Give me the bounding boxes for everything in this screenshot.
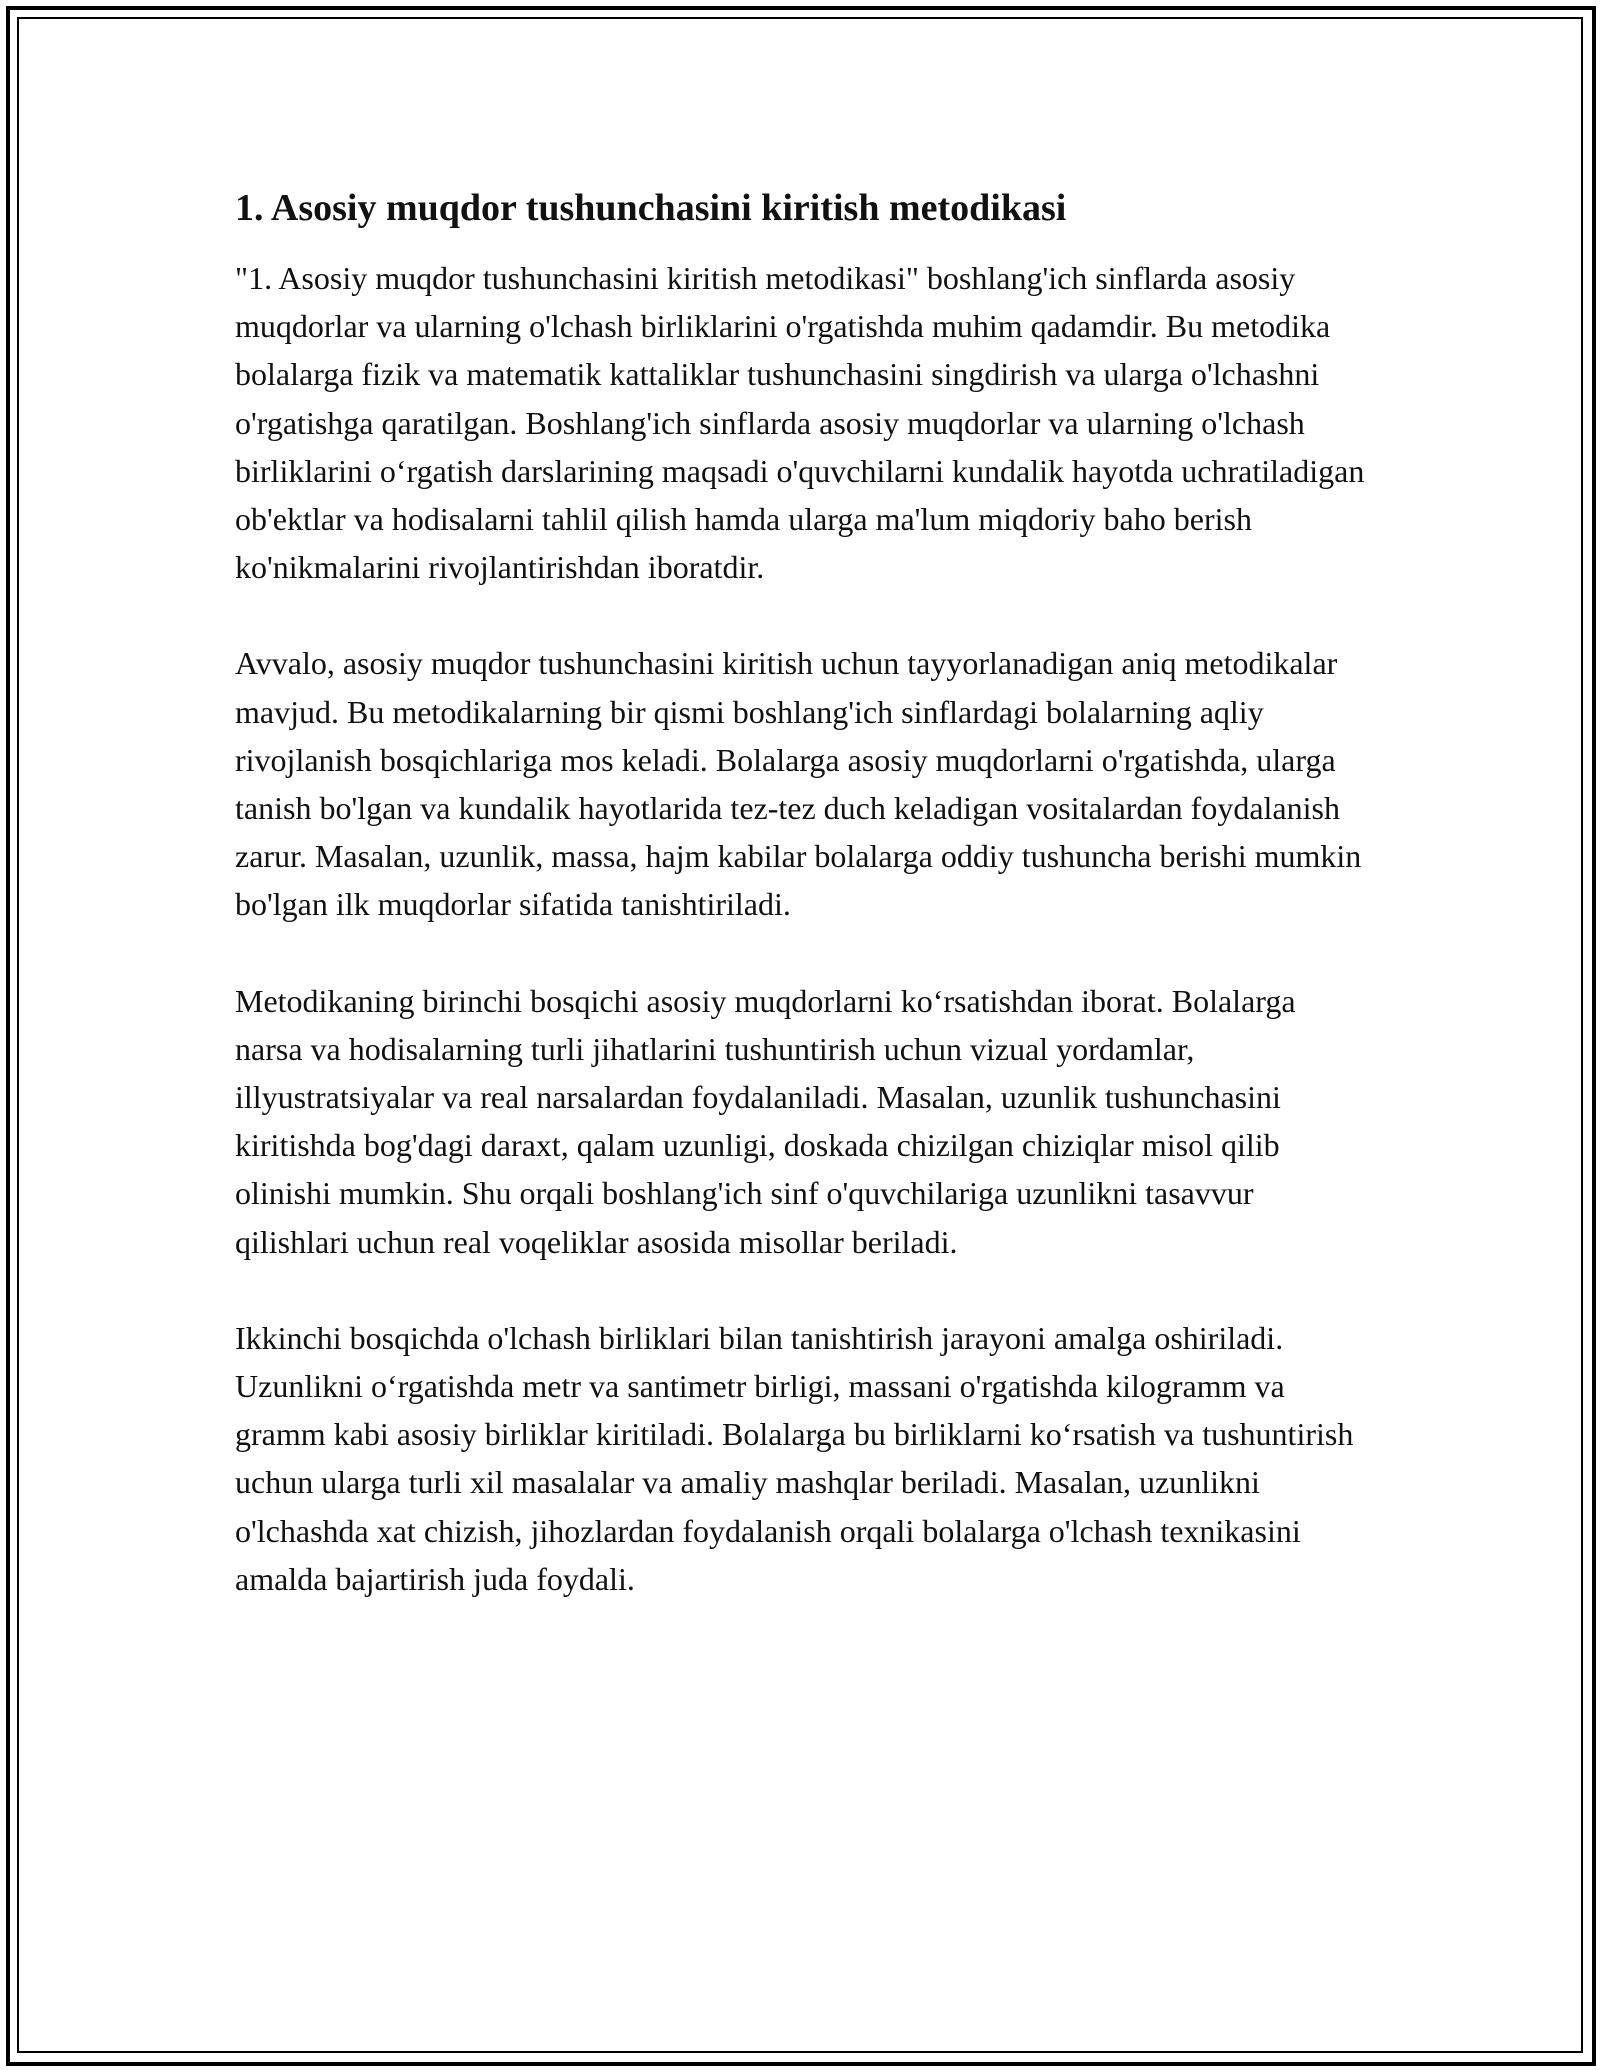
document-body bbox=[235, 182, 1370, 1651]
paragraph-3: Metodikaning birinchi bosqichi asosiy muqdorlarni ko‘rsatishdan iborat. Bolalarga narsa va hodisalarning turli jihatlarini tushuntirish uchun vizual yordamlar, illyustratsiyalar va real narsalardan foydalaniladi. Masalan, uzunlik tushunchasini kiritishda bog'dagi daraxt, qalam uzunligi, doskada chizilgan chiziqlar misol qilib olinishi mumkin. Shu orqali boshlang'ich sinf o'quvchilariga uzunlikni tasavvur qilishlari uchun real voqeliklar asosida misollar beriladi. bbox=[235, 982, 1296, 1260]
document-title: 1. Asosiy muqdor tushunchasini kiritish metodikasi bbox=[235, 187, 1067, 229]
paragraph-2: Avvalo, asosiy muqdor tushunchasini kiritish uchun tayyorlanadigan aniq metodikalar mavjud. Bu metodikalarning bir qismi boshlang'ich sinflardagi bolalarning aqliy rivojlanish bosqichlariga mos keladi. Bolalarga asosiy muqdorlarni o'rgatishda, ularga tanish bo'lgan va kundalik hayotlarida tez-tez duch keladigan vositalardan foydalanish zarur. Masalan, uzunlik, massa, hajm kabilar bolalarga oddiy tushuncha berishi mumkin bo'lgan ilk muqdorlar sifatida tanishtiriladi. bbox=[235, 645, 1362, 923]
paragraph-1: "1. Asosiy muqdor tushunchasini kiritish metodikasi" boshlang'ich sinflarda asosiy muqdorlar va ularning o'lchash birliklarini o'rgatishda muhim qadamdir. Bu metodika bolalarga fizik va matematik kattaliklar tushunchasini singdirish va ularga o'lchashni o'rgatishga qaratilgan. Boshlang'ich sinflarda asosiy muqdorlar va ularning o'lchash birliklarini o‘rgatish darslarining maqsadi o'quvchilarni kundalik hayotda uchratiladigan ob'ektlar va hodisalarni tahlil qilish hamda ularga ma'lum miqdoriy baho berish ko'nikmalarini rivojlantirishdan iboratdir. bbox=[235, 260, 1365, 586]
paragraph-4: Ikkinchi bosqichda o'lchash birliklari bilan tanishtirish jarayoni amalga oshiriladi. Uzunlikni o‘rgatishda metr va santimetr birligi, massani o'rgatishda kilogramm va gramm kabi asosiy birliklar kiritiladi. Bolalarga bu birliklarni ko‘rsatish va tushuntirish uchun ularga turli xil masalalar va amaliy mashqlar beriladi. Masalan, uzunlikni o'lchashda xat chizish, jihozlardan foydalanish orqali bolalarga o'lchash texnikasini amalda bajartirish juda foydali. bbox=[235, 1319, 1354, 1597]
